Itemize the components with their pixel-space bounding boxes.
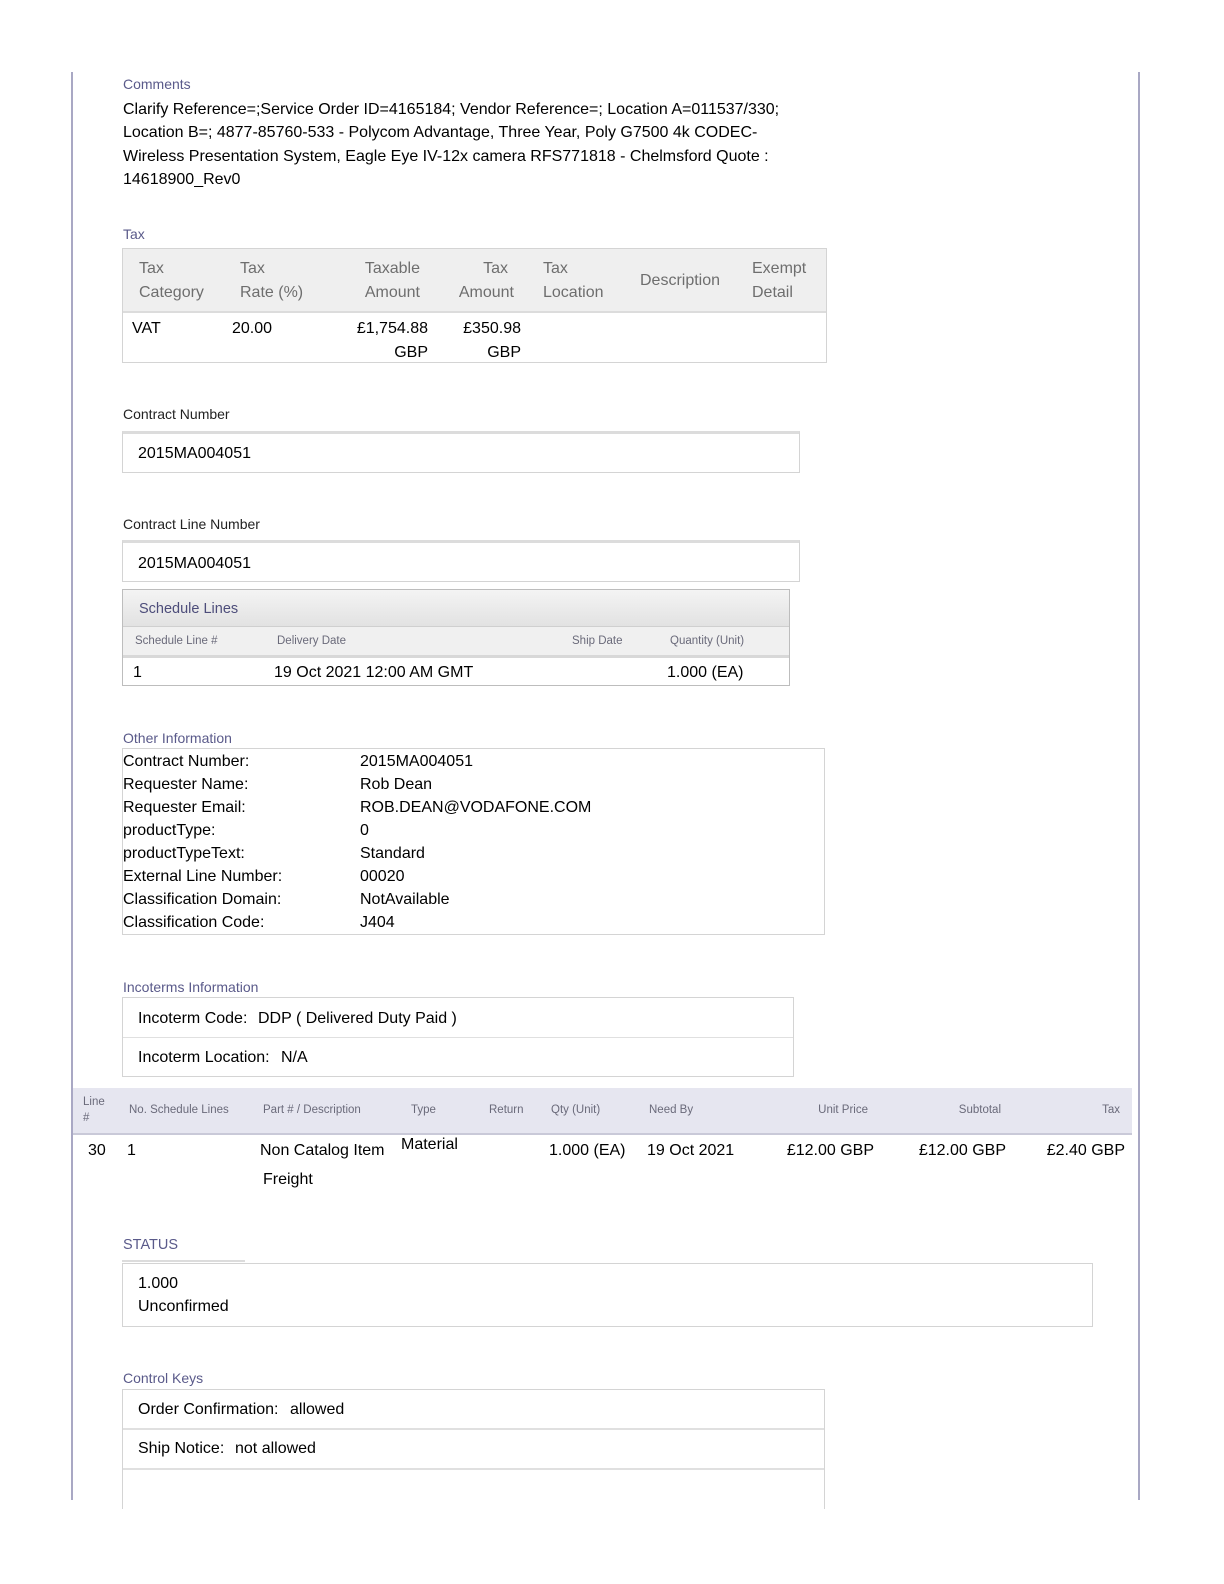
subtotal-header: Subtotal [958, 1104, 1001, 1116]
control-keys-title: Control Keys [123, 1370, 204, 1386]
comments-line: Clarify Reference=;Service Order ID=4165184; Vendor Reference=; Location A=011537/330; [123, 101, 780, 118]
incoterm-code-label: Incoterm Code: [138, 1010, 248, 1027]
need-by-header: Need By [649, 1104, 694, 1116]
tax-title: Tax [123, 226, 145, 242]
contract-line-number-label: Contract Line Number [123, 516, 260, 532]
comments-line: Wireless Presentation System, Eagle Eye IV-12x camera RFS771818 - Chelmsford Quote : [123, 147, 769, 165]
other-info-key: Classification Domain: [123, 891, 282, 908]
ship-notice-label: Ship Notice: [138, 1440, 225, 1457]
other-info-value: 2015MA004051 [360, 753, 473, 770]
item-subtotal: £12.00 GBP [918, 1142, 1006, 1159]
control-keys-box [122, 1389, 825, 1509]
other-info-row [123, 911, 395, 934]
incoterm-location-value: N/A [281, 1049, 308, 1066]
other-info-row [123, 865, 405, 888]
schedule-line-number: 1 [133, 664, 142, 681]
schedule-line-number-header: Schedule Line # [135, 635, 218, 647]
other-info-value: Rob Dean [360, 776, 433, 793]
comments-line: 14618900_Rev0 [123, 170, 241, 188]
status-state: Unconfirmed [138, 1298, 229, 1315]
tax-amount [463, 317, 521, 365]
tax-header-text: Location [543, 284, 604, 301]
unit-price-header: Unit Price [818, 1104, 868, 1116]
currency: GBP [394, 344, 428, 361]
other-info-value: NotAvailable [360, 891, 450, 908]
other-info-key: Requester Name: [123, 776, 249, 793]
line-number-header [83, 1094, 105, 1126]
other-info-value: 00020 [360, 868, 405, 885]
part-description: Freight [263, 1171, 313, 1188]
status-qty: 1.000 [138, 1275, 179, 1292]
right-margin-rule [1138, 72, 1140, 1500]
order-confirmation-value: allowed [290, 1401, 345, 1418]
contract-number-value: 2015MA004051 [138, 445, 251, 462]
tax-header-row [123, 249, 826, 313]
other-info-key: Classification Code: [123, 914, 265, 931]
contract-line-number-box [122, 540, 800, 582]
schedule-count-header: No. Schedule Lines [129, 1104, 229, 1116]
tax-table [122, 248, 827, 363]
item-tax: £2.40 GBP [1046, 1142, 1125, 1159]
tax-header-text: Tax [543, 260, 568, 277]
ship-notice-value: not allowed [235, 1440, 316, 1457]
line-item-row [73, 1135, 1132, 1195]
qty-header: Qty (Unit) [551, 1104, 601, 1116]
other-info-row [123, 773, 433, 796]
tax-header-location [543, 257, 604, 305]
other-info-value: J404 [360, 914, 395, 931]
tax-header-text: Tax [139, 260, 164, 277]
incoterms-box [122, 997, 794, 1077]
schedule-count: 1 [127, 1142, 136, 1159]
schedule-delivery-date: 19 Oct 2021 12:00 AM GMT [274, 664, 474, 681]
ship-date-header: Ship Date [572, 635, 623, 647]
part-number: Non Catalog Item [260, 1142, 385, 1159]
schedule-line-row [123, 658, 789, 685]
tax-category: VAT [132, 320, 161, 337]
amount: £1,754.88 [356, 320, 428, 337]
tax-header-exempt [752, 257, 806, 305]
other-info-value: Standard [360, 845, 425, 862]
line-number: 30 [88, 1142, 106, 1159]
tax-header-text: Amount [458, 284, 514, 301]
tax-header-text: Tax [483, 260, 508, 277]
comments-title: Comments [123, 76, 191, 92]
other-info-row [123, 888, 450, 911]
type-header: Type [411, 1104, 436, 1116]
schedule-quantity: 1.000 (EA) [667, 664, 744, 681]
header-text: Line [83, 1096, 105, 1108]
tax-header-text: Description [640, 272, 721, 289]
schedule-lines-title: Schedule Lines [139, 601, 239, 617]
comments-text [123, 98, 823, 191]
status-box [122, 1263, 1093, 1327]
other-info-box [122, 748, 825, 935]
incoterm-location-label: Incoterm Location: [138, 1049, 270, 1066]
tax-header-tax-amount [459, 257, 514, 305]
incoterm-code-value: DDP ( Delivered Duty Paid ) [258, 1010, 457, 1027]
other-info-row [123, 796, 592, 819]
tax-header-text: Category [139, 284, 204, 301]
schedule-lines-col-header [123, 627, 789, 658]
quantity-header: Quantity (Unit) [670, 635, 745, 647]
other-info-value: ROB.DEAN@VODAFONE.COM [360, 799, 592, 816]
schedule-lines-panel [122, 589, 790, 686]
other-info-value: 0 [360, 822, 369, 839]
other-info-row [123, 750, 473, 773]
return-header: Return [489, 1104, 524, 1116]
contract-line-number-value: 2015MA004051 [138, 555, 251, 572]
comments-line: Location B=; 4877-85760-533 - Polycom Advantage, Three Year, Poly G7500 4k CODEC- [123, 124, 758, 142]
tax-header-category [139, 257, 204, 305]
incoterm-code-row [123, 998, 793, 1038]
part-description-header: Part # / Description [263, 1104, 361, 1116]
tax-header-text: Taxable [364, 260, 420, 277]
amount: £350.98 [463, 320, 521, 337]
tax-taxable-amount [357, 317, 428, 365]
left-margin-rule [71, 72, 73, 1500]
tax-header: Tax [1102, 1104, 1120, 1116]
tax-header-text: Exempt [752, 260, 807, 277]
contract-number-label: Contract Number [123, 406, 230, 422]
incoterm-location-row [123, 1038, 793, 1076]
tax-rate: 20.00 [232, 320, 273, 337]
item-type: Material [401, 1136, 458, 1153]
status-tab-underline [122, 1260, 245, 1262]
other-info-key: productType: [123, 822, 216, 839]
tax-header-text: Detail [752, 284, 793, 301]
header-text: # [83, 1112, 90, 1124]
other-info-key: Contract Number: [123, 753, 250, 770]
tax-header-taxable-amount [365, 257, 420, 305]
other-info-row [123, 842, 425, 865]
item-unit-price: £12.00 GBP [786, 1142, 874, 1159]
order-confirmation-label: Order Confirmation: [138, 1401, 279, 1418]
item-qty: 1.000 (EA) [549, 1142, 626, 1159]
delivery-date-header: Delivery Date [277, 635, 347, 647]
status-title: STATUS [123, 1237, 179, 1253]
schedule-lines-header [123, 590, 789, 627]
ship-notice-row [123, 1430, 824, 1470]
currency: GBP [487, 344, 521, 361]
other-info-row [123, 819, 369, 842]
item-need-by: 19 Oct 2021 [647, 1142, 735, 1159]
other-info-key: productTypeText: [123, 845, 245, 862]
tax-header-text: Amount [364, 284, 420, 301]
contract-number-box [122, 431, 800, 473]
line-items-header [73, 1088, 1132, 1135]
order-confirmation-row [123, 1390, 824, 1430]
tax-header-text: Rate (%) [240, 284, 304, 301]
other-info-title: Other Information [123, 730, 232, 746]
incoterms-title: Incoterms Information [123, 979, 259, 995]
tax-header-rate [240, 257, 303, 305]
other-info-key: Requester Email: [123, 799, 246, 816]
other-info-key: External Line Number: [123, 868, 283, 885]
tax-header-description [640, 269, 720, 293]
tax-header-text: Tax [240, 260, 265, 277]
